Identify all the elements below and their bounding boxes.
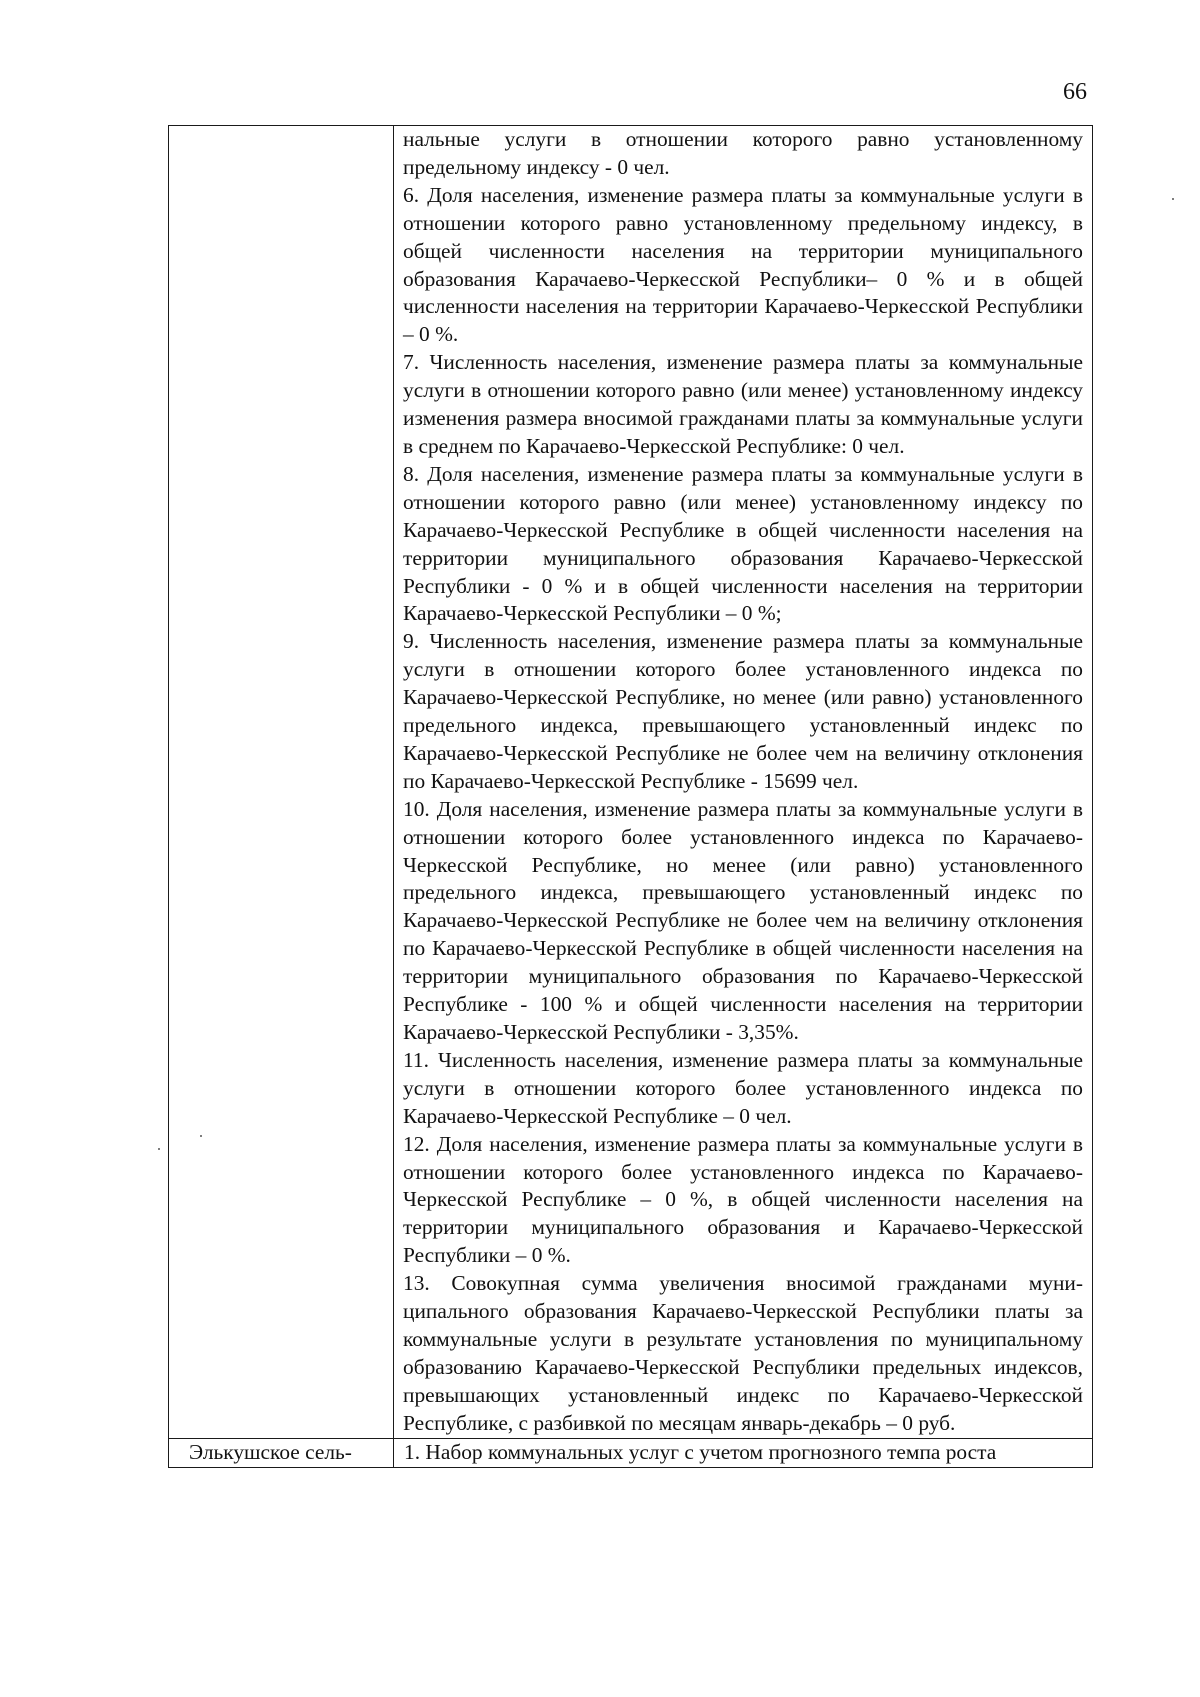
municipality-name: Элькушское сель-: [189, 1439, 352, 1464]
table-row: [169, 1438, 1093, 1467]
scan-speck: [200, 1135, 202, 1137]
paragraph: 10. Доля населения, изменение размера платы за коммунальные услуги в отношении которого более установленного индекса по Карачаево-Черкесской Республике, но менее (или равно) установленного предельного индекса, превышающего установленный индекс по Карачаево-Черкесской Республике не более чем на величину отклонения по Карачаево-Черкесской Республике в общей численности населения на территории муниципального образования по Карачаево-Черкесской Республике - 100 % и общей численности населения на территории Карачаево-Черкесской Республики - 3,35%.: [403, 796, 1083, 1044]
table-row: [169, 126, 1093, 1439]
paragraph: 7. Численность населения, изменение размера платы за коммунальные услуги в отношении которого равно (или менее) установленному индексу изменения размера вносимой гражданами платы за коммунальные услуги в среднем по Карачаево-Черкесской Республике: 0 чел.: [403, 350, 1083, 458]
municipality-cell: [169, 1438, 394, 1467]
document-table: [168, 125, 1093, 1468]
municipality-cell: [169, 126, 394, 1439]
paragraph: 8. Доля населения, изменение размера платы за коммунальные услуги в отношении которого равно (или менее) установленному индексу по Карачаево-Черкесской Республике в общей численности населения на территории муниципального образования Карачаево-Черкесской Республики - 0 % и в общей численности населения на территории Карачаево-Черкесской Республики – 0 %;: [403, 461, 1083, 626]
indicators-cell: [394, 126, 1093, 1439]
scan-speck: [158, 1148, 160, 1150]
indicators-text: 1. Набор коммунальных услуг с учетом прогнозного темпа роста: [404, 1439, 997, 1464]
paragraph: 13. Совокупная сумма увеличения вносимой гражданами муниципального образования Карачаево-Черкесской Республики платы за коммунальные услуги в результате установления по муниципальному образованию Карачаево-Черкесской Республики предельных индексов, превышающих установленный индекс по Карачаево-Черкесской Республике, с разбивкой по месяцам январь-декабрь – 0 руб.: [403, 1271, 1083, 1435]
paragraph: 12. Доля населения, изменение размера платы за коммунальные услуги в отношении которого более установленного индекса по Карачаево-Черкесской Республике – 0 %, в общей численности населения на территории муниципального образования и Карачаево-Черкесской Республики – 0 %.: [403, 1131, 1083, 1268]
scan-speck: [1172, 198, 1174, 200]
paragraph: 11. Численность населения, изменение размера платы за коммунальные услуги в отношении которого более установленного индекса по Карачаево-Черкесской Республике – 0 чел.: [403, 1047, 1083, 1128]
paragraph: нальные услуги в отношении которого равно установленному предельному индексу - 0 чел.: [403, 127, 1083, 179]
page-number: 66: [1063, 79, 1087, 105]
indicators-cell: [394, 1438, 1093, 1467]
paragraph: 6. Доля населения, изменение размера платы за коммунальные услуги в отношении которого равно установленному предельному индексу, в общей численности населения на территории муниципального образования Карачаево-Черкесской Республики– 0 % и в общей численности населения на территории Карачаево-Черкесской Республики – 0 %.: [403, 182, 1083, 347]
paragraph: 9. Численность населения, изменение размера платы за коммунальные услуги в отношении которого более установленного индекса по Карачаево-Черкесской Республике, но менее (или равно) установленного предельного индекса, превышающего установленный индекс по Карачаево-Черкесской Республике не более чем на величину отклонения по Карачаево-Черкесской Республике - 15699 чел.: [403, 629, 1083, 793]
indicators-text: [394, 126, 1092, 1438]
